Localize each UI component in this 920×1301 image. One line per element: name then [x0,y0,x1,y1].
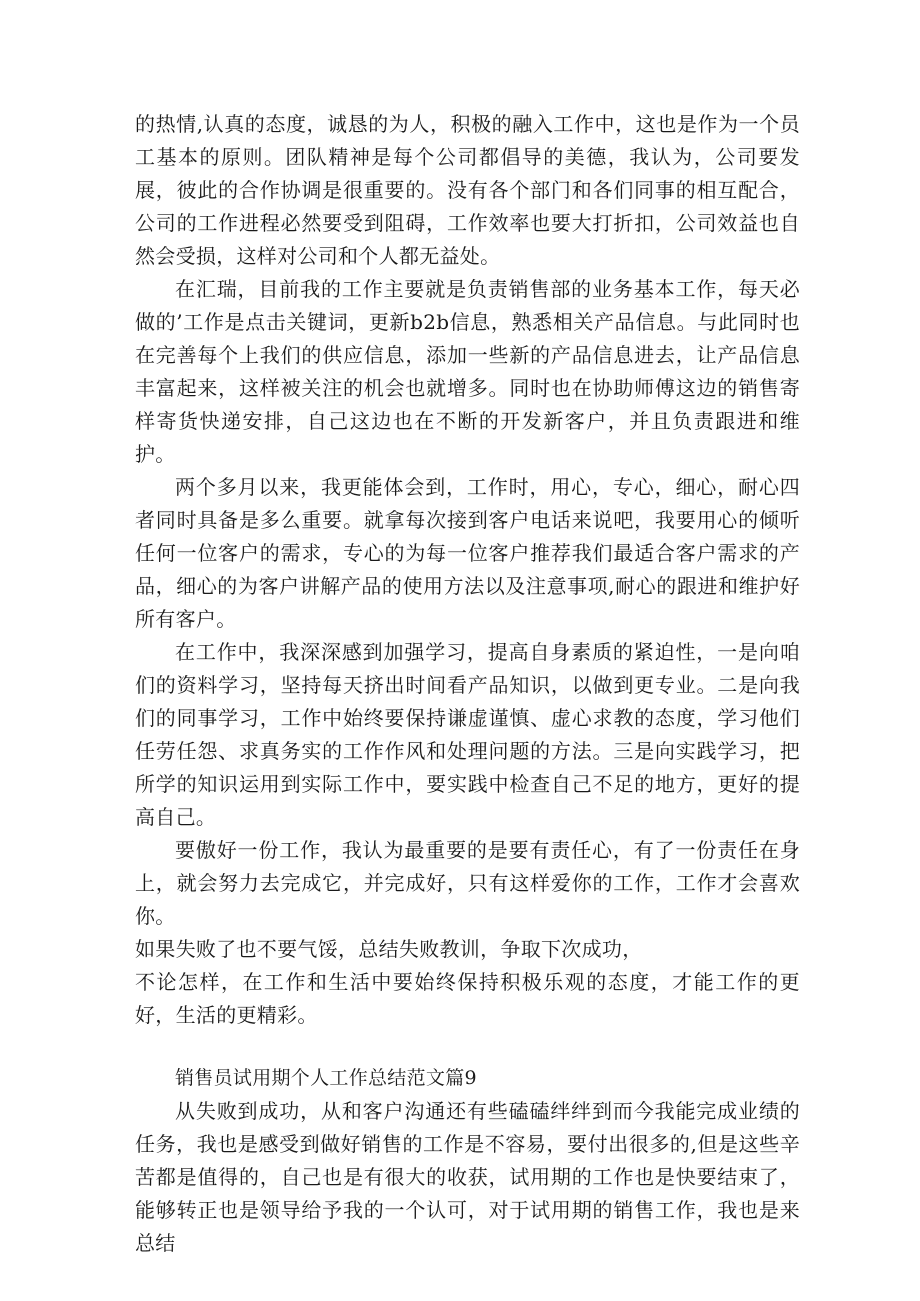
paragraph-2: 在汇瑞，目前我的工作主要就是负责销售部的业务基本工作，每天必做的’工作是点击关键词，更新b2b信息，熟悉相关产品信息。与此同时也在完善每个上我们的供应信息，添加一些新的产品信息进去，让产品信息丰富起来，这样被关注的机会也就增多。同时也在协助师傅这边的销售寄样寄货快递安排，自己这边也在不断的开发新客户，并且负责跟进和维护。 [135,277,800,466]
section-heading: 销售员试用期个人工作总结范文篇9 [175,1067,477,1089]
paragraph-3: 两个多月以来，我更能体会到，工作时，用心，专心，细心，耐心四者同时具备是多么重要。就拿每次接到客户电话来说吧，我要用心的倾听任何一位客户的需求，专心的为每一位客户推荐我们最适合客户需求的产品，细心的为客户讲解产品的使用方法以及注意事项,耐心的跟进和维护好所有客户。 [135,475,800,631]
paragraph-6: 如果失败了也不要气馁，总结失败教训，争取下次成功， [135,937,643,961]
document-body [135,108,800,1260]
paragraph-8: 从失败到成功，从和客户沟通还有些磕磕绊绊到而今我能完成业绩的任务，我也是感受到做好销售的工作是不容易，要付出很多的,但是这些辛苦都是值得的，自己也是有很大的收获，试用期的工作也是快要结束了，能够转正也是领导给予我的一个认可，对于试用期的销售工作，我也是来总结 [135,1099,800,1255]
paragraph-4: 在工作中，我深深感到加强学习，提高自身素质的紧迫性，一是向咱们的资料学习，坚持每天挤出时间看产品知识，以做到更专业。二是向我们的同事学习，工作中始终要保持谦虚谨慎、虚心求教的态度，学习他们任劳任怨、求真务实的工作作风和处理问题的方法。三是向实践学习，把所学的知识运用到实际工作中，要实践中检查自己不足的地方，更好的提高自己。 [135,640,800,829]
paragraph-1: 的热情,认真的态度，诚恳的为人，积极的融入工作中，这也是作为一个员工基本的原则。团队精神是每个公司都倡导的美德，我认为，公司要发展，彼此的合作协调是很重要的。没有各个部门和各们同事的相互配合，公司的工作进程必然要受到阻碍，工作效率也要大打折扣，公司效益也自然会受损，这样对公司和个人都无益处。 [135,112,800,268]
paragraph-5: 要傲好一份工作，我认为最重要的是要有责任心，有了一份责任在身上，就会努力去完成它，并完成好，只有这样爱你的工作，工作才会喜欢你。 [135,838,800,928]
paragraph-7: 不论怎样，在工作和生活中要始终保持积极乐观的态度，才能工作的更好，生活的更精彩。 [135,970,800,1027]
